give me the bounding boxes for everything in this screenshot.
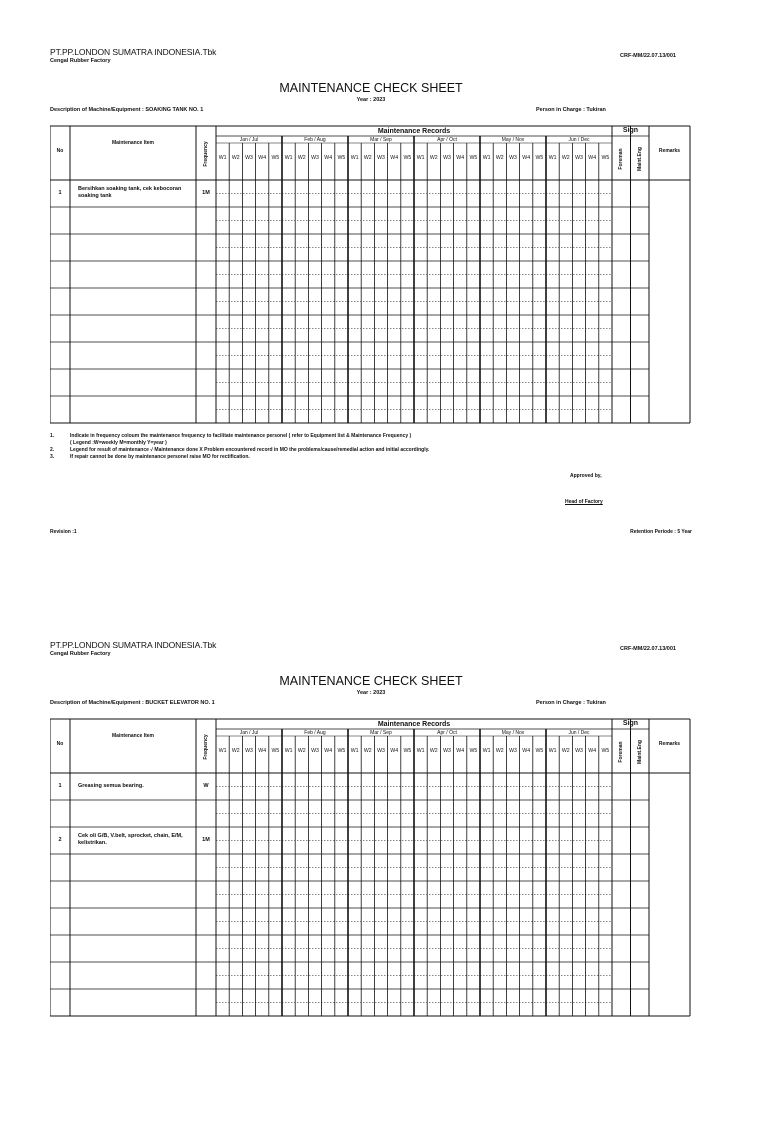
- row-frequency: W: [203, 783, 209, 789]
- header-week: W3: [575, 748, 583, 754]
- sheet-year: Year : 2023: [356, 97, 386, 103]
- header-maintenance-records: Maintenance Records: [377, 721, 451, 728]
- header-week: W3: [575, 155, 583, 161]
- sheet-year: Year : 2023: [356, 690, 386, 696]
- header-week: W5: [601, 155, 610, 161]
- header-week: W2: [561, 155, 570, 161]
- header-week: W5: [469, 748, 478, 754]
- header-week: W1: [284, 748, 293, 754]
- header-week: W5: [601, 748, 610, 754]
- row-number: 1: [58, 190, 62, 196]
- header-week: W4: [456, 748, 465, 754]
- header-frequency: Frequency: [203, 141, 209, 167]
- header-week: W4: [588, 155, 597, 161]
- row-maintenance-item: Greasing semua bearing.: [78, 783, 144, 789]
- header-foreman: Foreman: [618, 148, 624, 170]
- header-week: W2: [429, 748, 438, 754]
- header-maint-eng: Maint.Eng: [636, 147, 643, 171]
- header-week: W3: [377, 748, 385, 754]
- header-no: No: [56, 148, 64, 154]
- header-week: W2: [495, 748, 504, 754]
- head-of-factory: Head of Factory: [565, 499, 603, 505]
- header-week: W5: [403, 155, 412, 161]
- header-week: W2: [495, 155, 504, 161]
- company-name: PT.PP.LONDON SUMATRA INDONESIA.Tbk: [50, 640, 217, 650]
- header-week: W5: [469, 155, 478, 161]
- note-text: Indicate in frequency coloum the maintenance frequency to facilitate maintenance personel ( refer to Equipment list & Maintenance Frequency ): [70, 433, 412, 439]
- header-week: W3: [245, 155, 253, 161]
- header-week: W4: [522, 155, 531, 161]
- document-number: CRF-MM/22.07.13/001: [620, 53, 676, 59]
- header-week: W1: [350, 748, 359, 754]
- header-week: W1: [416, 748, 425, 754]
- note-text: Legend for result of maintenance √ Maintenance done X Problem encountered record in MO the problems/cause/remedial action and initial accordingly.: [70, 447, 430, 453]
- header-month: Apr / Oct: [437, 730, 457, 736]
- header-month: Jan / Jul: [239, 730, 259, 736]
- header-week: W1: [548, 155, 557, 161]
- header-sign: Sign: [622, 720, 639, 727]
- equipment-description: Description of Machine/Equipment : SOAKING TANK NO. 1: [50, 107, 204, 113]
- header-week: W5: [403, 748, 412, 754]
- retention-period: Retention Periode : 5 Year: [630, 529, 692, 535]
- header-week: W1: [482, 748, 491, 754]
- header-week: W4: [390, 155, 399, 161]
- header-week: W2: [231, 748, 240, 754]
- header-month: Apr / Oct: [437, 137, 457, 143]
- header-month: May / Nov: [501, 730, 525, 736]
- sheet-title: MAINTENANCE CHECK SHEET: [279, 674, 463, 688]
- header-week: W5: [535, 748, 544, 754]
- header-week: W2: [231, 155, 240, 161]
- row-maintenance-item: Bersihkan soaking tank, cek kebocoran soaking tank: [78, 186, 182, 199]
- revision: Revision :1: [50, 529, 77, 535]
- factory-name: Cengal Rubber Factory: [50, 58, 111, 64]
- row-maintenance-item: Cek oli G/B, V.belt, sprocket, chain, E/M, kelistrikan.: [78, 833, 183, 846]
- header-month: Jun / Dec: [568, 137, 590, 143]
- header-month: Jun / Dec: [568, 730, 590, 736]
- header-week: W5: [535, 155, 544, 161]
- header-week: W2: [561, 748, 570, 754]
- header-month: Feb / Aug: [304, 137, 326, 143]
- equipment-description: Description of Machine/Equipment : BUCKET ELEVATOR NO. 1: [50, 700, 215, 706]
- sheet-title: MAINTENANCE CHECK SHEET: [279, 81, 463, 95]
- header-week: W3: [443, 748, 451, 754]
- header-week: W4: [324, 155, 333, 161]
- note-text: ( Legend :W=weekly M=monthly Y=year ): [70, 440, 167, 446]
- header-month: Mar / Sep: [370, 730, 392, 736]
- table-grid: [50, 47, 692, 425]
- header-maintenance-records: Maintenance Records: [377, 128, 451, 135]
- header-week: W2: [363, 748, 372, 754]
- row-frequency: 1M: [202, 837, 210, 843]
- header-frequency: Frequency: [203, 734, 209, 760]
- document-number: CRF-MM/22.07.13/001: [620, 646, 676, 652]
- header-week: W4: [588, 748, 597, 754]
- header-week: W4: [522, 748, 531, 754]
- header-week: W2: [297, 155, 306, 161]
- header-week: W5: [337, 155, 346, 161]
- header-week: W4: [258, 155, 267, 161]
- note-number: 1.: [50, 433, 55, 439]
- header-week: W5: [337, 748, 346, 754]
- header-remarks: Remarks: [658, 741, 681, 747]
- header-week: W1: [218, 155, 227, 161]
- factory-name: Cengal Rubber Factory: [50, 651, 111, 657]
- header-week: W2: [297, 748, 306, 754]
- table-grid: [50, 640, 692, 1018]
- header-week: W3: [245, 748, 253, 754]
- check-sheet-1: [50, 47, 692, 547]
- header-week: W5: [271, 155, 280, 161]
- header-week: W3: [311, 748, 319, 754]
- person-in-charge: Person in Charge : Tukiran: [536, 107, 606, 113]
- header-week: W3: [311, 155, 319, 161]
- header-remarks: Remarks: [658, 148, 681, 154]
- header-week: W1: [284, 155, 293, 161]
- header-week: W1: [548, 748, 557, 754]
- header-sign: Sign: [622, 127, 639, 134]
- header-maintenance-item: Maintenance Item: [112, 140, 154, 146]
- header-maintenance-item: Maintenance Item: [112, 733, 154, 739]
- header-week: W1: [218, 748, 227, 754]
- header-maint-eng: Maint.Eng: [636, 740, 643, 764]
- header-week: W4: [456, 155, 465, 161]
- row-number: 1: [58, 783, 62, 789]
- check-sheet-2: [50, 640, 692, 1140]
- header-week: W3: [377, 155, 385, 161]
- header-no: No: [56, 741, 64, 747]
- row-number: 2: [58, 837, 62, 843]
- header-month: Feb / Aug: [304, 730, 326, 736]
- header-week: W2: [363, 155, 372, 161]
- header-week: W1: [482, 155, 491, 161]
- header-week: W1: [350, 155, 359, 161]
- approved-by: Approved by,: [570, 473, 602, 479]
- header-week: W5: [271, 748, 280, 754]
- header-month: Mar / Sep: [370, 137, 392, 143]
- header-week: W4: [324, 748, 333, 754]
- header-week: W3: [509, 155, 517, 161]
- header-week: W1: [416, 155, 425, 161]
- note-number: 3.: [50, 454, 55, 460]
- header-month: May / Nov: [501, 137, 525, 143]
- note-number: 2.: [50, 447, 55, 453]
- header-foreman: Foreman: [618, 741, 624, 763]
- note-text: If repair cannot be done by maintenance personel raise MO for rectification.: [70, 454, 250, 460]
- header-month: Jan / Jul: [239, 137, 259, 143]
- company-name: PT.PP.LONDON SUMATRA INDONESIA.Tbk: [50, 47, 217, 57]
- header-week: W2: [429, 155, 438, 161]
- header-week: W3: [443, 155, 451, 161]
- row-frequency: 1M: [202, 190, 210, 196]
- header-week: W3: [509, 748, 517, 754]
- header-week: W4: [258, 748, 267, 754]
- person-in-charge: Person in Charge : Tukiran: [536, 700, 606, 706]
- header-week: W4: [390, 748, 399, 754]
